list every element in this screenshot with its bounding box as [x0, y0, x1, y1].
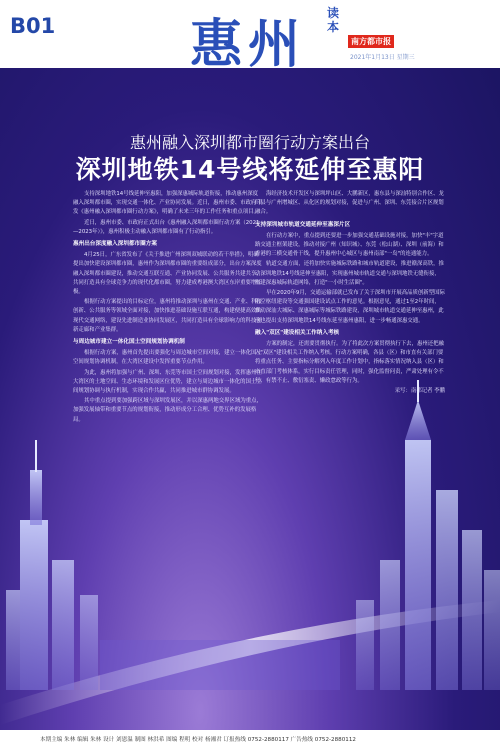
masthead-title: 惠州 [190, 14, 307, 75]
paragraph: 海经济技术开发区与深圳坪山区、大鹏新区，惠东县与深汕特别合作区、龙门县与广州增城区、从化区的规划对接，促进与广州、深圳、东莞接合片区规划融合。 [255, 191, 444, 216]
paragraph: 4月25日，广东省发布了《关于推进广州深圳双城联动的若干举措》，明确提出加快建设深圳都市圈，惠州作为深圳都市圈的重要组成部分，出台方案深度融入深圳都市圈建设，推动交通互联互通、产业协同发展、公共服务共建共享，共同打造具有全球竞争力的现代化都市圈，努力建成粤港澳大湾区东岸重要增长极。 [73, 252, 262, 296]
paragraph: 轨道交通方面，还将加快实施城际铁路和城市轨道建设，推进赣深高铁，推动深圳地铁14号线延伸至惠阳，实现惠州城市轨道交通与深圳地铁无缝衔接，构建深惠城际轨道网络，打造"一小时生活圈"。 [255, 261, 444, 286]
byline: 采写：南都记者 李鹏 [394, 388, 445, 395]
masthead-side-text: 读本 [327, 6, 340, 34]
section-number: B01 [10, 14, 56, 38]
article-headline: 深圳地铁14号线将延伸至惠阳 [75, 155, 425, 184]
article-kicker: 惠州融入深圳都市圈行动方案出台 [129, 133, 370, 152]
subheading: 支持深圳城市轨道交通延伸至惠深片区 [255, 221, 351, 228]
paragraph: 近日，惠州市委、市政府正式出台《惠州融入深圳都市圈行动方案（2021—2023年）》，惠州积极主动融入深圳都市圈有了行动指引。 [73, 219, 260, 235]
masthead [0, 0, 500, 75]
paragraph: 支持深圳地铁14号线延伸至惠阳，加强深惠城际轨道衔接，推动惠州深度融入深圳都市圈，实现交通一体化、产业协同发展。近日，惠州市委、市政府印发《惠州融入深圳都市圈行动方案》，明确了未来三年的工作任务和重点项目。 [73, 191, 262, 216]
paragraph: 在行动方案中，重点提到还要进一步加强交通基础设施对接，加快"丰"字道路交通主框架建设，推动对接广州（知识城）、东莞（松山湖）、深圳（前海）和香港的三横交通骨干线，提升惠州中心城区与惠州南部"一岛"的连通能力。 [255, 232, 444, 258]
page-footer: 本期主编 朱林 编辑 朱林 设计 刘恩温 制图 林洪希 图编 程明 校对 杨湘君 订报热线 0752-2880117 广告热线 0752-2880112 [0, 730, 500, 750]
article-column-right [255, 190, 445, 397]
paragraph: 早在2020年9月，交通运输部就已发布了关于深圳市开展高品质创新型国际航空枢纽建设等交通强国建设试点工作的意见。根据意见，通过1至2年时间，推动深汕大城际、深惠城际等城际铁路建设，深圳城市轨道交通延伸至惠州，此前也提出支持深圳地铁14号线东延至惠州惠阳，进一步畅通深惠交通。 [255, 290, 445, 324]
paragraph: 根据行动方案提出的目标定位，惠州将推动深圳与惠州在交通、产业、科技创新、公共服务等领域全面对接，加快推进基础设施互联互通，构建便捷高效的现代交通网络，建设先进制造业协同发展区，共同打造具有全球影响力的科技创新走廊和产业集群。 [73, 299, 262, 333]
subheading: 与周边城市建立一体化国土空间规划协调机制 [73, 339, 185, 346]
paragraph: 为此，惠州将加强与广州、深圳、东莞等市国土空间规划对接，发挥惠州在大湾区的土地空间、生态环境和发展区位优势，建立与周边城市一体化的国土空间规划协调与执行机制，实现合作共赢，共同推进城市群协调发展。 [73, 369, 262, 395]
article-column-left [73, 190, 263, 426]
subheading: 融入"双区"建设相关工作纳入考核 [255, 329, 340, 336]
subheading: 惠州出台深度融入深圳都市圈方案 [73, 241, 157, 248]
paragraph: 根据行动方案，惠州首先提出要强化与周边城市空间对接，建立一体化国土空间规划协调机制，在大湾区建设中发挥重要节点作用。 [73, 350, 262, 366]
paragraph: 方案的制定，还需要贯彻执行。为了将此次方案贯彻执行下去，惠州还把融入"双区"建设相关工作纳入考核。行动方案明确，各县（区）和市直有关部门要将重点任务、主要指标分解列入年度工作计划中，指标落实情况纳入县（区）和市直部门考核体系，实行目标责任管理，同时，强化监督问责，严肃处理有令不行、有禁不止、敷衍塞责、懒政怠政等行为。 [255, 341, 444, 384]
issue-date: 2021年1月13日 星期三 [350, 54, 415, 61]
paragraph: 其中重点提到要加强跨区域与深圳发展区，并以深惠两地交界区域为重点，加强发展轴带和重要节点的规划衔接，推动形成分工合理、优势互补的发展格局。 [73, 398, 262, 423]
newspaper-badge: 南方都市报 [348, 35, 394, 48]
